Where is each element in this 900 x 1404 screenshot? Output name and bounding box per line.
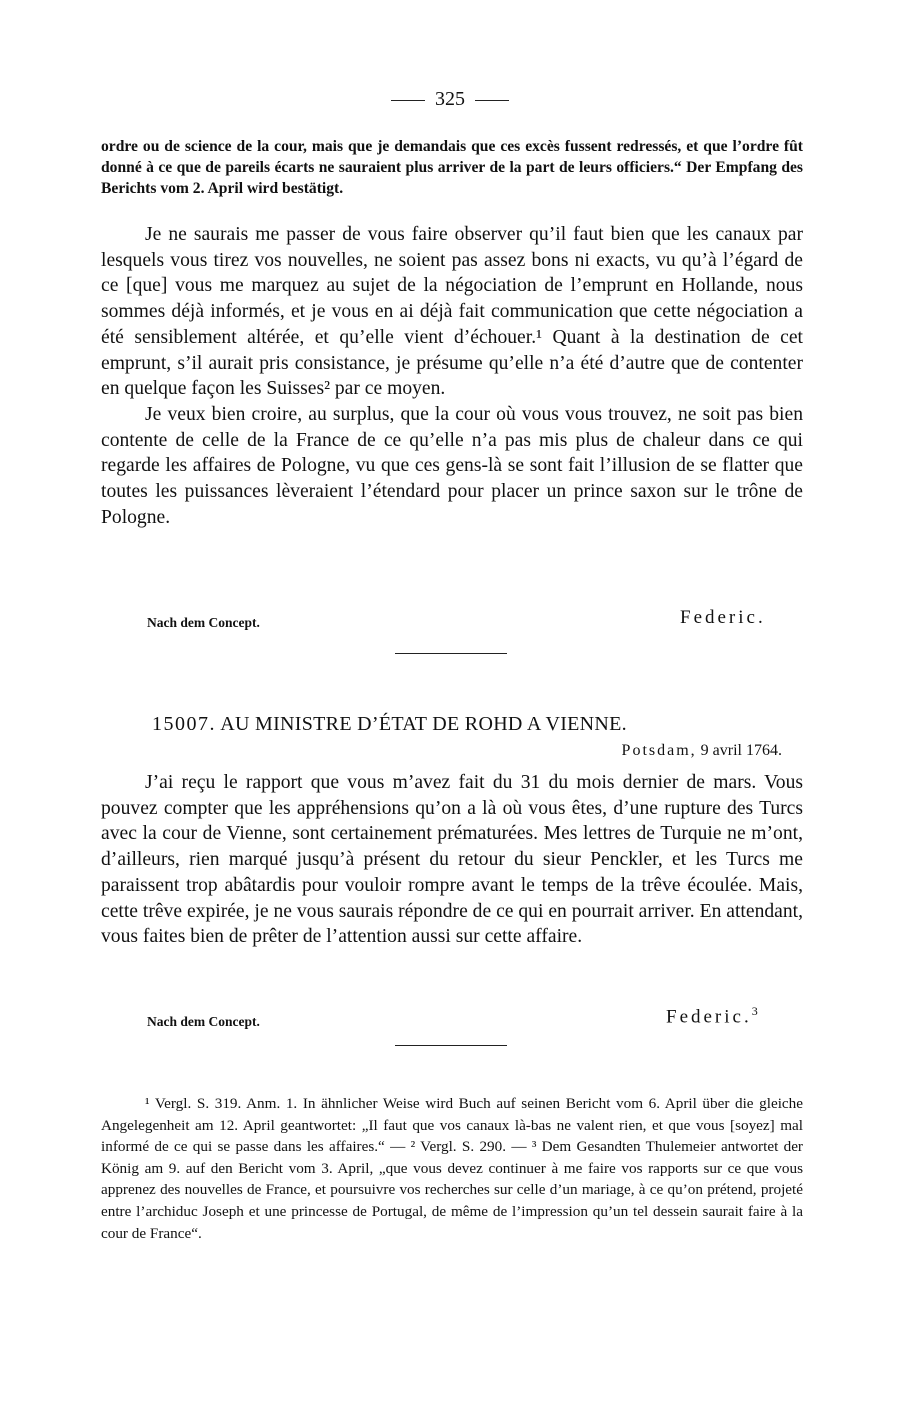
letter-2-concept-note: Nach dem Concept. bbox=[147, 1014, 260, 1029]
header-dash-right bbox=[475, 100, 509, 101]
footnotes-text: ¹ Vergl. S. 319. Anm. 1. In ähnlicher Weise wird Buch auf seinen Bericht vom 6. April über die gleiche Angelegenheit am 12. April geantwortet: „Il faut que vos canaux là-bas ne valent rien, et que vous [soyez] mal informé de ce qui se passe dans les affaires.“ — ² Vergl. S. 290. — ³ Dem Gesandten Thulemeier antwortet der König am 9. auf den Bericht vom 3. April, „que vous devez continuer à me faire vos rapports sur ce que vous apprenez des nouvelles de France, et poursuivre vos recherches sur celle d’un mariage, à ce qu’on prétend, projeté entre l’archiduc Joseph et une princesse de Portugal, de même de l’impression qu’un tel dessein saurait faire à la cour de France“. bbox=[101, 1095, 803, 1242]
letter-2-heading bbox=[152, 713, 627, 736]
page-number: 325 bbox=[435, 88, 465, 110]
letter-2-body bbox=[101, 770, 803, 950]
letter-1-paragraph-1: Je ne saurais me passer de vous faire observer qu’il faut bien que les canaux par lesquels vous tirez vos nouvelles, ne soient pas assez bons ni exacts, vu qu’à l’égard de ce [que] vous me marquez au sujet de la négociation de l’emprunt en Hollande, nous sommes déjà informés, et je vous en ai déjà fait communication que cette négociation a été sensiblement altérée, et qu’elle vient d’échouer.¹ Quant à la destination de cet emprunt, s’il aurait pris consistance, je présume qu’elle n’a été d’autre que de contenter en quelque façon les Suisses² par ce moyen. bbox=[101, 224, 803, 400]
footnotes bbox=[101, 1093, 803, 1244]
letter-2-paragraph-1: J’ai reçu le rapport que vous m’avez fait du 31 du mois dernier de mars. Vous pouvez compter que les appréhensions qu’on a là où vous êtes, d’une rupture des Turcs avec la cour de Vienne, sont certainement prématurées. Mes lettres de Turquie ne m’ont, d’ailleurs, rien marqué jusqu’à présent du retour du sieur Penckler, et les Turcs me paraissent trop abâtardis pour vouloir rompre avant le temps de la trêve écoulée. Mais, cette trêve expirée, je ne vous saurais répondre de ce qui en pourrait arriver. En attendant, vous faites bien de prêter de l’attention aussi sur cette affaire. bbox=[101, 772, 803, 948]
letter-2-signature-block bbox=[666, 1004, 758, 1028]
letter-2-place: Potsdam, bbox=[621, 742, 697, 759]
letter-1-paragraph-2: Je veux bien croire, au surplus, que la cour où vous vous trouvez, ne soit pas bien contente de celle de la France de ce qu’elle n’a pas mis plus de chaleur dans ce qui regarde les affaires de Pologne, vu que ces gens-là se sont fait l’illusion de se flatter que toutes les puissances lèveraient l’étendard pour placer un prince saxon sur le trône de Pologne. bbox=[101, 403, 803, 528]
letter-2-number: 15007. bbox=[152, 713, 216, 735]
letter-1-body bbox=[101, 222, 803, 530]
letter-2-date: 9 avril 1764. bbox=[700, 742, 782, 759]
section-divider-2 bbox=[395, 1045, 507, 1046]
continued-paragraph: ordre ou de science de la cour, mais que je demandais que ces excès fussent redressés, et que l’ordre fût donné à ce que de pareils écarts ne sauraient plus arriver de la part de leurs officiers.“ Der Empfang des Berichts vom 2. April wird bestätigt. bbox=[101, 138, 803, 197]
letter-1-concept-note: Nach dem Concept. bbox=[147, 615, 260, 630]
letter-2-signature: Federic. bbox=[666, 1006, 752, 1028]
letter-1-signature: Federic. bbox=[680, 607, 766, 628]
section-divider-1 bbox=[395, 653, 507, 654]
header-dash-left bbox=[391, 100, 425, 101]
letter-2-title: AU MINISTRE D’ÉTAT DE ROHD A VIENNE. bbox=[220, 713, 627, 735]
page-header bbox=[0, 88, 900, 111]
letter-2-signature-note: 3 bbox=[751, 1004, 758, 1018]
continued-text bbox=[101, 136, 803, 199]
letter-2-dateline bbox=[622, 742, 782, 760]
